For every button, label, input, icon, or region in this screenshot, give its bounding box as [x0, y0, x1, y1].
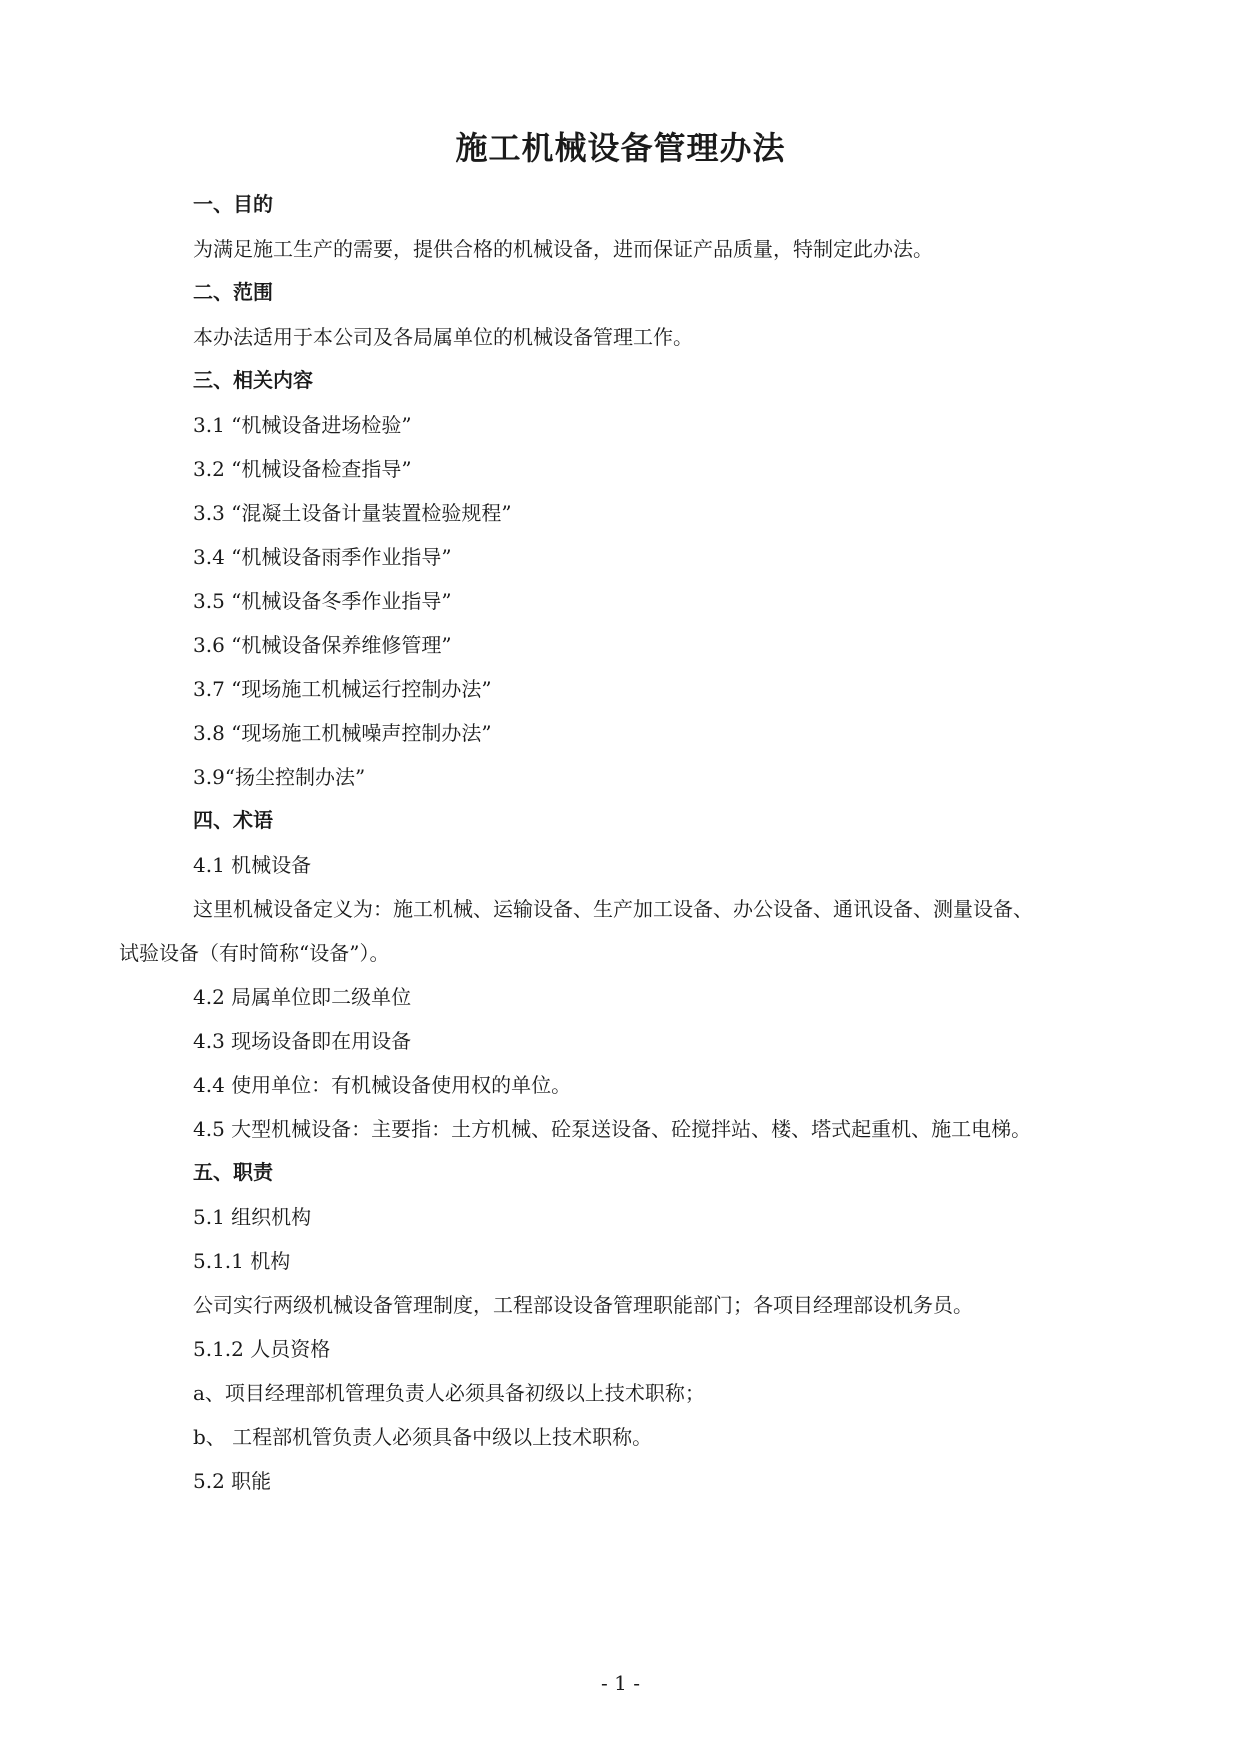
section-heading: 四、术语 [193, 808, 273, 832]
paragraph-line: 4.1 机械设备 [193, 853, 312, 877]
paragraph-line: 4.4 使用单位：有机械设备使用权的单位。 [193, 1073, 572, 1097]
paragraph-line: a、项目经理部机管理负责人必须具备初级以上技术职称； [193, 1381, 705, 1405]
paragraph-line: 5.2 职能 [193, 1469, 272, 1493]
paragraph-line: 3.1 “机械设备进场检验” [193, 413, 412, 437]
paragraph-line: 3.4 “机械设备雨季作业指导” [193, 545, 452, 569]
paragraph-line: 3.5 “机械设备冬季作业指导” [193, 589, 452, 613]
paragraph-line: 4.3 现场设备即在用设备 [193, 1029, 412, 1053]
page-number: - 1 - [601, 1671, 640, 1695]
paragraph-line: 4.5 大型机械设备：主要指：土方机械、砼泵送设备、砼搅拌站、楼、塔式起重机、施工电梯。 [193, 1117, 1032, 1141]
document-title: 施工机械设备管理办法 [455, 129, 786, 167]
paragraph-line: 5.1 组织机构 [193, 1205, 312, 1229]
paragraph-line: 3.6 “机械设备保养维修管理” [193, 633, 452, 657]
section-heading: 二、范围 [193, 280, 273, 304]
paragraph-line: 试验设备（有时简称“设备”）。 [119, 941, 390, 965]
paragraph-line: 3.7 “现场施工机械运行控制办法” [193, 677, 492, 701]
paragraph-line: 5.1.2 人员资格 [193, 1337, 331, 1361]
paragraph-line: 4.2 局属单位即二级单位 [193, 985, 412, 1009]
section-heading: 三、相关内容 [193, 368, 313, 392]
paragraph-line: 5.1.1 机构 [193, 1249, 291, 1273]
paragraph-line: 本办法适用于本公司及各局属单位的机械设备管理工作。 [193, 325, 693, 349]
paragraph-line: 3.2 “机械设备检查指导” [193, 457, 412, 481]
paragraph-line: b、 工程部机管负责人必须具备中级以上技术职称。 [193, 1425, 653, 1449]
paragraph-line: 3.3 “混凝土设备计量装置检验规程” [193, 501, 512, 525]
paragraph-line: 3.9“扬尘控制办法” [193, 765, 366, 789]
section-heading: 一、目的 [193, 192, 273, 216]
section-heading: 五、职责 [193, 1160, 273, 1184]
paragraph-line: 3.8 “现场施工机械噪声控制办法” [193, 721, 492, 745]
paragraph-line: 为满足施工生产的需要，提供合格的机械设备，进而保证产品质量，特制定此办法。 [193, 237, 933, 261]
paragraph-line: 这里机械设备定义为：施工机械、运输设备、生产加工设备、办公设备、通讯设备、测量设备、 [193, 897, 1033, 921]
paragraph-line: 公司实行两级机械设备管理制度，工程部设设备管理职能部门；各项目经理部设机务员。 [193, 1293, 973, 1317]
